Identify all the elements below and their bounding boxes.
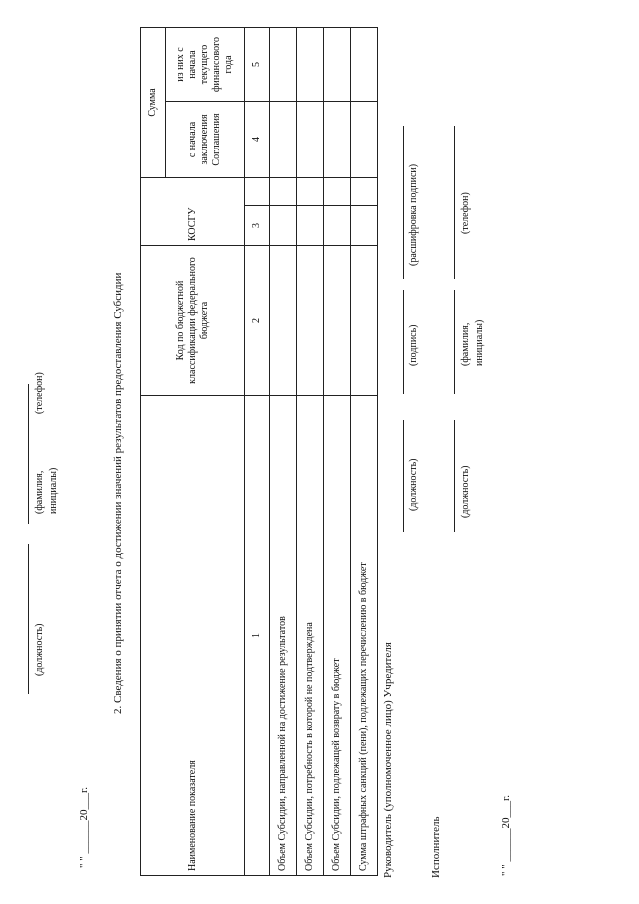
top-position-line bbox=[28, 544, 29, 694]
bottom-date: " " ______20___г. bbox=[500, 794, 512, 876]
head-label: Руководитель (уполномоченное лицо) Учредителя bbox=[382, 642, 394, 878]
cell-kosgu bbox=[351, 206, 378, 246]
exec-phone-line bbox=[454, 126, 455, 279]
cell-sum-start bbox=[270, 101, 297, 177]
table-row bbox=[270, 27, 297, 875]
head-position-line bbox=[403, 420, 404, 532]
exec-position-label: (должность) bbox=[460, 465, 471, 518]
cell-code bbox=[297, 246, 324, 396]
top-fio-label-2: инициалы) bbox=[48, 467, 59, 514]
top-date: " " ______20___г. bbox=[78, 786, 90, 868]
results-table bbox=[140, 27, 378, 876]
exec-fio-label-1: (фамилия, bbox=[460, 322, 471, 366]
cell-sum-year bbox=[297, 27, 324, 101]
cell-code bbox=[351, 246, 378, 396]
cell-extra bbox=[270, 177, 297, 205]
row-label-1: Объем Субсидии, направленной на достижение результатов bbox=[270, 396, 297, 876]
head-signature-line bbox=[403, 290, 404, 394]
cell-kosgu bbox=[324, 206, 351, 246]
header-code: Код по бюджетной классификации федерального бюджета bbox=[141, 246, 245, 396]
head-decoding-label: (расшифровка подписи) bbox=[408, 163, 419, 266]
col-number-3: 3 bbox=[245, 206, 270, 246]
col-number-2: 2 bbox=[245, 246, 270, 396]
row-label-4: Сумма штрафных санкций (пени), подлежащих перечислению в бюджет bbox=[351, 396, 378, 876]
section-title: 2. Сведения о принятии отчета о достижении значений результатов предоставления Субсидии bbox=[112, 272, 124, 714]
cell-code bbox=[270, 246, 297, 396]
table-row bbox=[351, 27, 378, 875]
head-position-label: (должность) bbox=[408, 458, 419, 511]
header-sum-from-year: из них с начала текущего финансового года bbox=[166, 27, 245, 101]
header-sum-from-start: с начала заключения Соглашения bbox=[166, 101, 245, 177]
col-number-4: 4 bbox=[245, 101, 270, 177]
cell-sum-year bbox=[270, 27, 297, 101]
header-kosgu: КОСГУ bbox=[141, 177, 245, 245]
head-decoding-line bbox=[403, 126, 404, 279]
cell-sum-start bbox=[297, 101, 324, 177]
exec-fio-line bbox=[454, 290, 455, 394]
cell-extra bbox=[297, 177, 324, 205]
cell-extra bbox=[351, 177, 378, 205]
exec-fio-label-2: инициалы) bbox=[474, 319, 485, 366]
cell-kosgu bbox=[297, 206, 324, 246]
header-name: Наименование показателя bbox=[141, 396, 245, 876]
top-phone-line bbox=[28, 384, 29, 434]
col-number-1: 1 bbox=[245, 396, 270, 876]
cell-code bbox=[324, 246, 351, 396]
row-label-2: Объем Субсидии, потребность в которой не подтверждена bbox=[297, 396, 324, 876]
col-number-extra bbox=[245, 177, 270, 205]
head-signature-label: (подпись) bbox=[408, 324, 419, 366]
header-sum: Сумма bbox=[141, 27, 166, 177]
cell-sum-year bbox=[351, 27, 378, 101]
col-number-5: 5 bbox=[245, 27, 270, 101]
exec-phone-label: (телефон) bbox=[460, 192, 471, 234]
top-fio-label-1: (фамилия, bbox=[34, 470, 45, 514]
top-position-label: (должность) bbox=[34, 623, 45, 676]
executor-label: Исполнитель bbox=[430, 816, 442, 878]
table-row bbox=[297, 27, 324, 875]
top-phone-label: (телефон) bbox=[34, 372, 45, 414]
cell-sum-year bbox=[324, 27, 351, 101]
cell-kosgu bbox=[270, 206, 297, 246]
cell-sum-start bbox=[324, 101, 351, 177]
row-label-3: Объем Субсидии, подлежащей возврату в бюджет bbox=[324, 396, 351, 876]
cell-extra bbox=[324, 177, 351, 205]
cell-sum-start bbox=[351, 101, 378, 177]
exec-position-line bbox=[454, 420, 455, 532]
table-row bbox=[324, 27, 351, 875]
